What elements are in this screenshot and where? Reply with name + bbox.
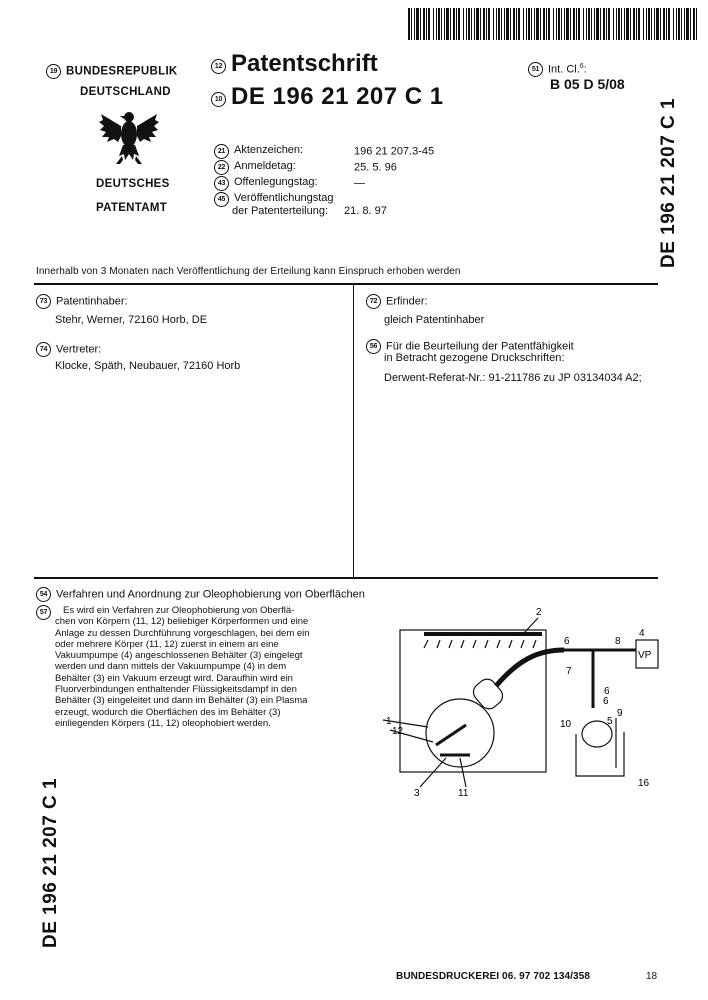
barcode-bar xyxy=(673,8,674,40)
intcl-superscript: 6 xyxy=(579,62,584,70)
barcode-bar xyxy=(618,8,620,40)
barcode-bar xyxy=(488,8,490,40)
holder-label-row xyxy=(36,294,128,309)
barcode-bar xyxy=(594,8,595,40)
side-doc-number: DE 196 21 207 C 1 xyxy=(658,97,679,268)
barcode-bar xyxy=(498,8,500,40)
biblio-row-filing-number xyxy=(214,144,434,159)
barcode-bar xyxy=(528,8,530,40)
inid-code: 74 xyxy=(36,342,51,357)
barcode-bar xyxy=(536,8,539,40)
intcl-label: Int. Cl. xyxy=(548,63,580,76)
biblio-label: Anmeldetag: xyxy=(234,160,296,172)
barcode-bar xyxy=(534,8,535,40)
barcode-bar xyxy=(416,8,419,40)
doctype-title: Patentschrift xyxy=(231,50,378,77)
inid-code: 51 xyxy=(528,62,543,77)
biblio-label: Aktenzeichen: xyxy=(234,144,304,156)
barcode-bar xyxy=(588,8,590,40)
barcode-bar xyxy=(613,8,614,40)
barcode-bar xyxy=(603,8,605,40)
barcode-bar xyxy=(676,8,677,40)
invention-title: Verfahren und Anordnung zur Oleophobierung von Oberflächen xyxy=(56,588,365,601)
abstract-line: Es wird ein Verfahren zur Oleophobierung von Oberflä- xyxy=(63,605,295,616)
barcode-bar xyxy=(556,8,557,40)
barcode-bar xyxy=(483,8,485,40)
barcode-bar xyxy=(504,8,505,40)
barcode-bar xyxy=(686,8,689,40)
barcode-bar xyxy=(463,8,464,40)
barcode-bar xyxy=(616,8,617,40)
barcode-bar xyxy=(626,8,629,40)
abstract-line: Behälter (3) ein Vakuum erzeugt wird. Daraufhin wird ein xyxy=(55,672,293,684)
inid-code: 54 xyxy=(36,587,51,602)
abstract-line: Fluorverbindungen enthaltender Flüssigkeitsdampf in den xyxy=(55,684,297,696)
inventor-label-row xyxy=(366,294,428,309)
holder-value: Stehr, Werner, 72160 Horb, DE xyxy=(55,314,208,326)
opposition-notice: Innerhalb von 3 Monaten nach Veröffentlichung der Erteilung kann Einspruch erhoben werden xyxy=(36,266,461,277)
barcode-bar xyxy=(600,8,601,40)
apparatus-drawing xyxy=(378,600,678,800)
barcode-bar xyxy=(458,8,460,40)
barcode-bar xyxy=(596,8,599,40)
barcode-bar xyxy=(543,8,545,40)
barcode-bar xyxy=(696,8,697,40)
vessel xyxy=(426,699,494,767)
rule xyxy=(34,283,658,285)
barcode-bar xyxy=(684,8,685,40)
barcode-bar xyxy=(513,8,515,40)
biblio-label: Offenlegungstag: xyxy=(234,176,318,188)
barcode-bar xyxy=(433,8,434,40)
barcode-bar xyxy=(420,8,421,40)
federal-eagle-emblem xyxy=(98,104,160,168)
figure-label: 10 xyxy=(560,719,572,730)
figure-label: 2 xyxy=(536,607,542,618)
barcode-bar xyxy=(423,8,425,40)
figure-label: VP xyxy=(638,650,652,661)
figure-label: 1 xyxy=(386,716,392,727)
page-number: 18 xyxy=(646,971,658,982)
barcode-bar xyxy=(648,8,650,40)
biblio-value: — xyxy=(354,177,365,190)
title-row xyxy=(36,587,365,602)
barcode-bar xyxy=(606,8,607,40)
figure-label: 5 xyxy=(607,716,613,727)
inid-code: 57 xyxy=(36,605,51,620)
intcl-block: 51 Int. Cl.$^6$: xyxy=(528,62,587,77)
inid-code: 22 xyxy=(214,160,229,175)
barcode-bar xyxy=(441,8,442,40)
prior-art-label-1: Für die Beurteilung der Patentfähigkeit xyxy=(386,340,574,353)
side-doc-number-bottom: DE 196 21 207 C 1 xyxy=(40,777,61,948)
barcode-bar xyxy=(660,8,661,40)
barcode-bar xyxy=(656,8,659,40)
office-line1: DEUTSCHES xyxy=(96,178,170,190)
inid-code: 45 xyxy=(214,192,229,207)
figure-label: 6 xyxy=(564,636,570,647)
doc-number: DE 196 21 207 C 1 xyxy=(231,83,444,110)
biblio-label: der Patenterteilung: xyxy=(232,205,329,217)
barcode-bar xyxy=(666,8,667,40)
barcode-bar xyxy=(476,8,479,40)
office-line2: PATENTAMT xyxy=(96,202,168,214)
barcode-bar xyxy=(453,8,455,40)
barcode-bar xyxy=(566,8,569,40)
barcode-bar xyxy=(663,8,665,40)
doctype-block xyxy=(211,50,378,78)
barcode-bar xyxy=(444,8,445,40)
biblio-row-grant-date-cont xyxy=(232,205,387,217)
figure-label: 6 xyxy=(603,696,609,707)
inid-code: 19 xyxy=(46,64,61,79)
biblio-row-publication-date xyxy=(214,176,365,191)
biblio-value: 21. 8. 97 xyxy=(344,205,387,217)
inid-code: 43 xyxy=(214,176,229,191)
column-divider xyxy=(353,283,354,578)
barcode-bar xyxy=(480,8,481,40)
inid-code: 72 xyxy=(366,294,381,309)
barcode-bar xyxy=(438,8,440,40)
figure-label: 3 xyxy=(414,788,420,799)
barcode-bar xyxy=(446,8,449,40)
figure-label: 9 xyxy=(617,708,623,719)
barcode-bar xyxy=(466,8,467,40)
barcode-bar xyxy=(428,8,430,40)
barcode-bar xyxy=(586,8,587,40)
abstract-line: werden und dann mittels der Vakuumpumpe (4) in dem xyxy=(55,661,287,673)
inid-code: 21 xyxy=(214,144,229,159)
figure-label: 6 xyxy=(604,686,610,697)
prior-art-label-2: in Betracht gezogene Druckschriften: xyxy=(384,352,565,364)
barcode-bar xyxy=(564,8,565,40)
barcode-bar xyxy=(583,8,584,40)
barcode-bar xyxy=(526,8,527,40)
barcode xyxy=(408,8,700,40)
barcode-bar xyxy=(540,8,541,40)
country-block xyxy=(46,64,178,79)
printer-imprint: BUNDESDRUCKEREI 06. 97 702 134/358 xyxy=(396,971,591,982)
rule xyxy=(34,577,658,579)
barcode-bar xyxy=(426,8,427,40)
barcode-bar xyxy=(651,8,652,40)
barcode-bar xyxy=(643,8,644,40)
inid-code: 12 xyxy=(211,59,226,74)
barcode-bar xyxy=(570,8,571,40)
abstract-line: Behälter (3) eingeleitet und dann im Behälter (3) ein Plasma xyxy=(55,695,308,707)
representative-value: Klocke, Späth, Neubauer, 72160 Horb xyxy=(55,360,241,372)
barcode-bar xyxy=(548,8,550,40)
barcode-bar xyxy=(678,8,680,40)
barcode-bar xyxy=(576,8,577,40)
abstract-line: oder mehrere Körper (11, 12) zuerst in einem an eine xyxy=(55,638,279,650)
biblio-value: 196 21 207.3-45 xyxy=(354,145,435,158)
barcode-bar xyxy=(456,8,457,40)
barcode-bar xyxy=(546,8,547,40)
inventor-value: gleich Patentinhaber xyxy=(384,314,485,326)
barcode-bar xyxy=(516,8,517,40)
intcl-value: B 05 D 5/08 xyxy=(550,76,625,92)
barcode-bar xyxy=(408,8,410,40)
barcode-bar xyxy=(668,8,670,40)
inid-code: 73 xyxy=(36,294,51,309)
barcode-bar xyxy=(436,8,437,40)
barcode-bar xyxy=(518,8,520,40)
figure-label: 16 xyxy=(638,778,650,789)
abstract xyxy=(55,605,347,729)
representative-label-row xyxy=(36,342,101,357)
barcode-bar xyxy=(501,8,502,40)
barcode-bar xyxy=(638,8,640,40)
country-line1: BUNDESREPUBLIK xyxy=(66,65,178,78)
biblio-row-filing-date xyxy=(214,160,397,175)
figure-label: 12 xyxy=(392,726,404,737)
holder-label: Patentinhaber: xyxy=(56,295,128,308)
representative-label: Vertreter: xyxy=(56,343,102,356)
barcode-bar xyxy=(636,8,637,40)
barcode-bar xyxy=(621,8,622,40)
prior-art-value: Derwent-Referat-Nr.: 91-211786 zu JP 03134034 A2; xyxy=(384,372,642,384)
barcode-bar xyxy=(553,8,554,40)
barcode-bar xyxy=(411,8,412,40)
barcode-bar xyxy=(681,8,682,40)
barcode-bar xyxy=(450,8,451,40)
figure-label: 7 xyxy=(566,666,572,677)
barcode-bar xyxy=(506,8,509,40)
barcode-bar xyxy=(493,8,494,40)
barcode-bar xyxy=(558,8,560,40)
barcode-bar xyxy=(608,8,610,40)
barcode-bar xyxy=(561,8,562,40)
abstract-line: Anlage zu dessen Durchführung vorgeschlagen, bei dem ein xyxy=(55,627,310,639)
barcode-bar xyxy=(496,8,497,40)
barcode-bar xyxy=(523,8,524,40)
barcode-bar xyxy=(630,8,631,40)
inid-code: 10 xyxy=(211,92,226,107)
abstract-line: einliegenden Körpers (11, 12) oleophobiert werden. xyxy=(55,717,271,729)
figure-label: 4 xyxy=(639,628,645,639)
biblio-label: Veröffentlichungstag xyxy=(234,192,334,204)
barcode-bar xyxy=(624,8,625,40)
figure-label: 8 xyxy=(615,636,621,647)
barcode-bar xyxy=(531,8,532,40)
barcode-bar xyxy=(633,8,635,40)
inid-code: 56 xyxy=(366,339,381,354)
barcode-bar xyxy=(486,8,487,40)
barcode-bar xyxy=(474,8,475,40)
abstract-line: Vakuumpumpe (4) angeschlossenen Behälter (3) eingelegt xyxy=(55,650,303,662)
barcode-bar xyxy=(693,8,695,40)
barcode-bar xyxy=(654,8,655,40)
country-line2: DEUTSCHLAND xyxy=(80,86,171,98)
barcode-bar xyxy=(468,8,470,40)
barcode-bar xyxy=(578,8,580,40)
barcode-bar xyxy=(414,8,415,40)
barcode-bar xyxy=(591,8,592,40)
barcode-bar xyxy=(646,8,647,40)
barcode-bar xyxy=(573,8,575,40)
abstract-line: erzeugt, wodurch die Oberflächen des im Behälter (3) xyxy=(55,706,281,718)
barcode-bar xyxy=(690,8,691,40)
barcode-bar xyxy=(471,8,472,40)
docnumber-block xyxy=(211,83,444,111)
abstract-line: chen von Körpern (11, 12) beliebiger Körperformen und eine xyxy=(55,616,309,628)
figure-label: 11 xyxy=(458,788,469,799)
biblio-value: 25. 5. 96 xyxy=(354,161,397,174)
barcode-bar xyxy=(510,8,511,40)
inventor-label: Erfinder: xyxy=(386,295,428,308)
